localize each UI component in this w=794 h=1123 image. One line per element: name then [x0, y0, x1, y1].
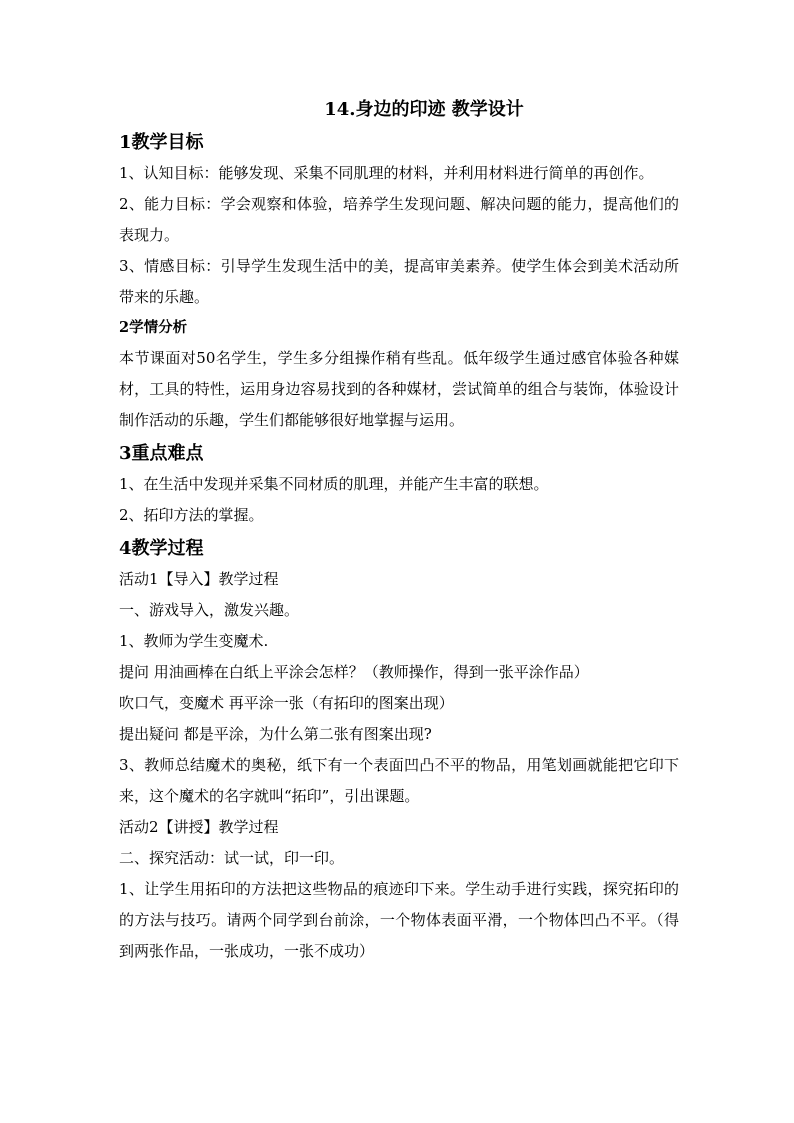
analysis-text: 本节课面对50名学生，学生多分组操作稍有些乱。低年级学生通过感官体验各种媒材，工具的特性，运用身边容易找到的各种媒材，尝试简单的组合与装饰，体验设计制作活动的乐趣，学生们都能够很好地掌握与运用。 [119, 349, 679, 429]
objective-item: 2、能力目标：学会观察和体验，培养学生发现问题、解决问题的能力，提高他们的表现力。 [119, 195, 679, 244]
process-line: 3、教师总结魔术的奥秘，纸下有一个表面凹凸不平的物品，用笔划画就能把它印下来，这个魔术的名字就叫“拓印”，引出课题。 [119, 756, 679, 805]
activity-heading: 活动1【导入】教学过程 [119, 570, 279, 588]
document-page [119, 92, 679, 967]
section-heading-key-points: 3重点难点 [119, 443, 204, 464]
section-heading-objectives: 1教学目标 [119, 132, 204, 153]
process-line: 二、探究活动：试一试，印一印。 [119, 849, 345, 867]
process-line: 1、教师为学生变魔术. [119, 632, 269, 650]
process-line: 提出疑问 都是平涂，为什么第二张有图案出现? [119, 725, 432, 743]
objective-item: 1、认知目标：能够发现、采集不同肌理的材料，并利用材料进行简单的再创作。 [119, 164, 654, 182]
section-heading-analysis: 2学情分析 [119, 319, 188, 336]
key-point-item: 2、拓印方法的掌握。 [119, 506, 264, 524]
process-line: 1、让学生用拓印的方法把这些物品的痕迹印下来。学生动手进行实践，探究拓印的的方法与技巧。请两个同学到台前涂，一个物体表面平滑，一个物体凹凸不平。（得到两张作品，一张成功，一张不成功） [119, 880, 679, 960]
document-title: 14.身边的印迹 教学设计 [324, 99, 524, 120]
key-point-item: 1、在生活中发现并采集不同材质的肌理，并能产生丰富的联想。 [119, 475, 549, 493]
activity-heading: 活动2【讲授】教学过程 [119, 818, 279, 836]
process-line: 一、游戏导入，激发兴趣。 [119, 601, 300, 619]
section-heading-process: 4教学过程 [119, 538, 204, 559]
objective-item: 3、情感目标：引导学生发现生活中的美，提高审美素养。使学生体会到美术活动所带来的乐趣。 [119, 257, 679, 306]
process-line: 提问 用油画棒在白纸上平涂会怎样？（教师操作，得到一张平涂作品） [119, 663, 589, 681]
process-line: 吹口气，变魔术 再平涂一张（有拓印的图案出现） [119, 694, 454, 712]
